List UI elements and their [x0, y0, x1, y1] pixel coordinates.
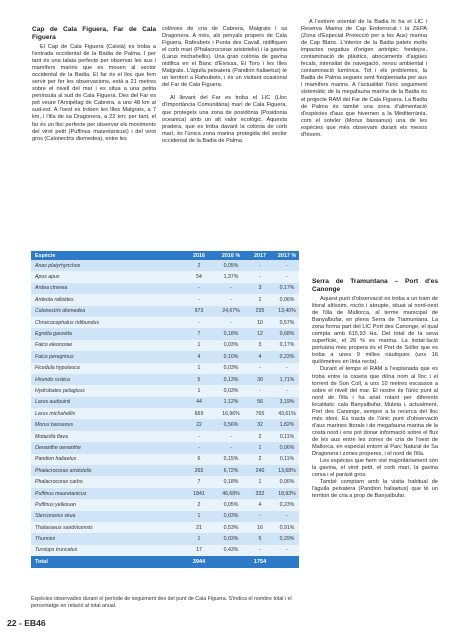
table-row: [31, 408, 299, 419]
column-cala-figuera-cont: [162, 26, 287, 145]
cell-2016-pct: -: [230, 433, 232, 440]
cell-species: Larus audouinii: [35, 399, 71, 406]
paragraph: Durant el temps el RAM a l'esplanada que es troba entre la caseta que dóna nom al lloc i el torrent de Son Coll, a uns 10 metres escassos a sobre el nivell del mar. El nostre és l'únic punt al nord de l'illa i ha anat rotant per diferents localitats: cala Banyalbufar, Muleta i, actualment, Port des Canonge, sempre a la recerca del lloc més idoni. Es tracta de l'únic punt d'observació d'aus marines litorals i de megafauna marina de la costa nord i ens pot donar informació sobre el flux de les aus entre les zones de cria de l'oest de Mallorca, en especial entorn al Parc Natural de Sa Dragonera i zones properes, i el nord de l'illa.: [312, 366, 438, 458]
cell-species: Morus bassanus: [35, 422, 74, 429]
cell-2017: -: [259, 387, 261, 394]
cell-2016-pct: 0,13%: [223, 376, 239, 383]
cell-2016-pct: 0,53%: [223, 524, 239, 531]
cell-species: Puffinus yelkouan: [35, 501, 76, 508]
cell-2017: 12: [257, 331, 263, 338]
cell-2017: 235: [255, 308, 265, 315]
cell-2016: -: [198, 319, 200, 326]
cell-2017: 10: [257, 319, 263, 326]
cell-2017-pct: 0,11%: [279, 433, 295, 440]
cell-2016-pct: 0,56%: [223, 422, 239, 429]
table-row: [31, 522, 299, 533]
table-row: [31, 499, 299, 510]
table-body: [31, 260, 299, 556]
cell-species: Falco peregrinus: [35, 353, 74, 360]
cell-2016: 6: [197, 456, 201, 463]
table-caption: Espècies observades durant el període de seguiment des del punt de Cala Figuera. S'indica el nombre total i el percentatge en relació al total anual.: [31, 596, 292, 609]
table-row: [31, 328, 299, 339]
table-row: [31, 306, 299, 317]
total-2017: 1754: [253, 559, 267, 566]
cell-2016: 22: [196, 422, 202, 429]
cell-2016: 1: [197, 365, 201, 372]
cell-species: Hirundo rustica: [35, 376, 70, 383]
cell-2017: -: [259, 274, 261, 281]
cell-2016-pct: 46,68%: [222, 490, 240, 497]
cell-2017: 30: [257, 376, 263, 383]
cell-2017-pct: 0,68%: [279, 331, 295, 338]
cell-2017: 332: [255, 490, 265, 497]
cell-2017: 32: [257, 422, 263, 429]
table-row: [31, 454, 299, 465]
cell-2016: 265: [194, 467, 204, 474]
cell-2016-pct: 0,18%: [223, 479, 239, 486]
cell-species: Tursiops truncatus: [35, 547, 78, 554]
table-row: [31, 340, 299, 351]
cell-2017-pct: -: [286, 387, 288, 394]
cell-species: Phalacrocorax carbo: [35, 479, 83, 486]
table-row: [31, 283, 299, 294]
species-table: [31, 251, 299, 568]
cell-species: Larus michahellis: [35, 410, 76, 417]
header-2016: 2016: [193, 252, 205, 259]
cell-2016-pct: 0,03%: [223, 365, 239, 372]
cell-2017: 56: [257, 399, 263, 406]
cell-2017: 4: [258, 353, 262, 360]
cell-2016-pct: -: [230, 285, 232, 292]
cell-species: Ardeola ralloides: [35, 296, 74, 303]
cell-2016-pct: 0,43%: [223, 547, 239, 554]
cell-species: Stercorarius skua: [35, 513, 76, 520]
header-species: Espècie: [35, 252, 56, 259]
header-2017-pct: 2017 %: [277, 252, 297, 259]
cell-2017: 765: [255, 410, 265, 417]
cell-2017-pct: 0,06%: [279, 296, 295, 303]
cell-2016: -: [198, 433, 200, 440]
column-tramuntana: [312, 278, 438, 500]
column-badia-palma: [301, 19, 427, 139]
cell-2017-pct: 0,11%: [279, 456, 295, 463]
cell-2017: 4: [258, 501, 262, 508]
cell-2016-pct: -: [230, 444, 232, 451]
cell-2017-pct: 0,06%: [279, 444, 295, 451]
cell-2017-pct: 0,29%: [279, 536, 295, 543]
cell-2016: 2: [197, 501, 201, 508]
cell-2016: 1841: [193, 490, 205, 497]
paragraph: El Cap de Cala Figuera (Calvià) es troba a l'entrada occidental de la Badia de Palma. I per tant és una talaia perfecte per observar les aus i mamífers marins que es mouen al sector occidental de la Badia. El far és el lloc que fem servir per fer les observacions, està a 21 metres sobre el nivell del mar i es situa a una petita península al sud de Cala Figuera. Des del Far es pot veure l'Arxipèlag de Cabrera, a uns 48 km al sud-est. A l'oest es troben les Illes Malgrats, a 7 km, i l'illa de sa Dragonera, a 22 km; per tant, el far és un lloc perfecte per observar els moviments del virot petit (Puffinus mauretanicus) i del virot gros (Calonectris diomedea), entre les: [32, 44, 156, 142]
cell-2016: 1: [197, 513, 201, 520]
table-row: [31, 260, 299, 271]
cell-2016: 21: [196, 524, 202, 531]
cell-2017-pct: 0,23%: [279, 501, 295, 508]
cell-2017-pct: 43,61%: [278, 410, 296, 417]
cell-2017: 240: [255, 467, 265, 474]
cell-2017: 3: [258, 285, 262, 292]
table-row: [31, 374, 299, 385]
cell-2017-pct: 0,23%: [279, 353, 295, 360]
cell-2017-pct: 0,17%: [279, 285, 295, 292]
cell-species: Hydrobates pelagicus: [35, 387, 85, 394]
cell-2017-pct: 1,71%: [279, 376, 295, 383]
cell-2016: 1: [197, 342, 201, 349]
cell-2017: -: [259, 547, 261, 554]
table-row: [31, 442, 299, 453]
total-2016: 3944: [192, 559, 206, 566]
cell-2017-pct: 0,57%: [279, 319, 295, 326]
cell-2017: 1: [258, 296, 262, 303]
cell-species: Ficedula hypoleuca: [35, 365, 80, 372]
table-row: [31, 271, 299, 282]
cell-2017-pct: -: [286, 365, 288, 372]
paragraph: colònies de cria de Cabrera, Malgrats i sa Dragonera. A més, als penyals propers de Cala Figuera, Rafeubetx i Punta des Cavall, nidifiquen el corb marí (Phalacrocorax aristotelis) i la gavina (Larus michahellis). Una gran colònia de gavina nidifica en el Banc d'Eivissa, El Toro i les Illes Malgrats. L'àguila peixatera (Pandion haliaetus) té un territori a Rafeubetx, i és un visitant ocasional del Far de Cala Figuera.: [162, 26, 287, 89]
cell-2016: -: [198, 296, 200, 303]
cell-2017-pct: 0,17%: [279, 342, 295, 349]
paragraph: També comptam amb la visita habitual de l'àguila peixatera (Pandion haliaetus) que té un territori de cria a prop de Banyalbufar.: [312, 479, 438, 500]
cell-2017-pct: -: [286, 547, 288, 554]
header-2016-pct: 2016 %: [221, 252, 241, 259]
table-row: [31, 488, 299, 499]
table-row: [31, 294, 299, 305]
cell-2016: 4: [197, 353, 201, 360]
cell-species: Puffinus mauretanicus: [35, 490, 87, 497]
cell-2016-pct: 0,03%: [223, 536, 239, 543]
cell-2017: 2: [258, 433, 262, 440]
header-2017: 2017: [254, 252, 266, 259]
section-heading-tramuntana: Serra de Tramuntana – Port d'es Canonge: [312, 278, 438, 293]
paragraph: A l'extrem oriental de la Badia hi ha el LIC i Reserva Marina de Cap Enderrocat i la ZEPA (Zona d'Especial Protecció per a les Aus) marina de Cap Blanc. L'interior de la Badia pateix molts impactes negatius d'origen antròpic: fondejos, contaminació de plàstics, abocaments d'aigües fecals, intensitat de navegació, renou ambiental i contaminació lumínica. Tot i els problemes, la Badia de Palma segueix sent freqüentada per aus i mamífers marins. A l'actualitat l'únic seguiment sistemàtic de la megafauna marina de la Badia és el projecte RAM del Far de Cala Figuera. La Badia de Palma és també una zona d'alimentació d'espècies d'aus que hivernen a la Mediterrània, com el soteler (Morus bassanus) una de les espècies que més observam durant els mesos d'hivern.: [301, 19, 427, 138]
cell-2016: -: [198, 444, 200, 451]
cell-2017-pct: 13,68%: [278, 467, 296, 474]
cell-2016: 7: [197, 331, 201, 338]
cell-2016-pct: 0,03%: [223, 513, 239, 520]
cell-2017: 16: [257, 524, 263, 531]
cell-2017-pct: 18,93%: [278, 490, 296, 497]
cell-2016: 54: [196, 274, 202, 281]
cell-2016: 1: [197, 387, 201, 394]
cell-2017-pct: -: [286, 262, 288, 269]
cell-2016: 1: [197, 536, 201, 543]
table-row: [31, 317, 299, 328]
cell-species: Calonectris diomedea: [35, 308, 86, 315]
cell-species: Anas platyrhynchos: [35, 262, 81, 269]
cell-species: Falco eleonorae: [35, 342, 73, 349]
cell-2017: 1: [258, 444, 262, 451]
paragraph: Les espècies que hem vist majoritàriament són la gavina, el virot petit, el corb marí, la gavina corsa i el paràsit gros.: [312, 458, 438, 479]
table-row: [31, 545, 299, 556]
paragraph: Al llevant del Far es troba el LIC (Lloc d'Importància Comunitària) marí de Cala Figuera, que protegeix una zona de posidònia (Posidonia oceanica) amb un alt valor ecològic. Aquesta pradera, que es troba davant la colònia de corb marí, és l'única zona marina protegida del sector occidental de la Badia de Palma.: [162, 95, 287, 144]
table-row: [31, 363, 299, 374]
cell-2016-pct: 0,05%: [223, 262, 239, 269]
cell-species: Egretta garzetta: [35, 331, 72, 338]
page-number: 22 - EB46: [7, 618, 46, 628]
table-row: [31, 511, 299, 522]
cell-2016-pct: 16,96%: [222, 410, 240, 417]
cell-2016-pct: 0,03%: [223, 387, 239, 394]
cell-species: Chroicocephalus ridibundus: [35, 319, 100, 326]
cell-species: Phalacrocorax aristotelis: [35, 467, 92, 474]
total-label: Total: [35, 559, 48, 566]
cell-2017: 5: [258, 536, 262, 543]
cell-species: Ardea cinerea: [35, 285, 68, 292]
cell-species: Oenanthe oenanthe: [35, 444, 81, 451]
cell-2016: 973: [194, 308, 204, 315]
cell-2016-pct: 6,72%: [223, 467, 239, 474]
cell-2017-pct: 13,40%: [278, 308, 296, 315]
section-heading-cala-figuera: Cap de Cala Figuera, Far de Cala Figuera: [32, 26, 156, 41]
cell-species: Apus apus: [35, 274, 60, 281]
cell-2017-pct: -: [286, 513, 288, 520]
cell-2016: 2: [197, 262, 201, 269]
table-row: [31, 533, 299, 544]
cell-2017: 2: [258, 456, 262, 463]
cell-2017-pct: 3,19%: [279, 399, 295, 406]
table-row: [31, 385, 299, 396]
cell-2017: -: [259, 365, 261, 372]
cell-2016-pct: -: [230, 319, 232, 326]
cell-2016-pct: 0,15%: [223, 456, 239, 463]
cell-2017-pct: -: [286, 274, 288, 281]
cell-2017: -: [259, 513, 261, 520]
cell-2016: 669: [194, 410, 204, 417]
cell-2017: -: [259, 262, 261, 269]
cell-species: Thalasseus sandvicensis: [35, 524, 93, 531]
cell-2016-pct: 1,12%: [223, 399, 239, 406]
cell-2016: 44: [196, 399, 202, 406]
cell-2017-pct: 0,06%: [279, 479, 295, 486]
cell-2017-pct: 1,82%: [279, 422, 295, 429]
cell-2016: 7: [197, 479, 201, 486]
cell-2016-pct: 24,67%: [222, 308, 240, 315]
cell-2016-pct: 0,05%: [223, 501, 239, 508]
table-total-row: [31, 556, 299, 568]
cell-2017: 1: [258, 479, 262, 486]
table-row: [31, 397, 299, 408]
cell-2017: 3: [258, 342, 262, 349]
cell-2017-pct: 0,91%: [279, 524, 295, 531]
table-header: [31, 251, 299, 260]
cell-2016-pct: -: [230, 296, 232, 303]
table-row: [31, 419, 299, 430]
column-cala-figuera: [32, 26, 156, 143]
cell-species: Motacilla flava: [35, 433, 68, 440]
table-row: [31, 351, 299, 362]
paragraph: Aquest punt d'observació es troba a un tram de litoral altíssim, rocós i abrupte, situat al nord-oest de l'illa de Mallorca, al terme municipal de Banyalbufar, en plena Serra de Tramuntana. La zona forma part del LIC Port des Canonge, el qual compta amb 615,93 Ha. Del total de la seva superfície, el 26 % és marina. La instal·lació portuària més propera és el Port de Sóller que es troba a unes 9 milles nàutiques (uns 16 quilòmetres en línia recta).: [312, 296, 438, 366]
cell-2016: -: [198, 285, 200, 292]
cell-species: Pandion haliaetus: [35, 456, 77, 463]
cell-2016: 17: [196, 547, 202, 554]
table-row: [31, 465, 299, 476]
cell-2016-pct: 0,18%: [223, 331, 239, 338]
cell-species: Thunnini: [35, 536, 55, 543]
table-row: [31, 431, 299, 442]
table-row: [31, 476, 299, 487]
cell-2016-pct: 0,10%: [223, 353, 239, 360]
cell-2016-pct: 0,03%: [223, 342, 239, 349]
cell-2016: 5: [197, 376, 201, 383]
cell-2016-pct: 1,37%: [223, 274, 239, 281]
